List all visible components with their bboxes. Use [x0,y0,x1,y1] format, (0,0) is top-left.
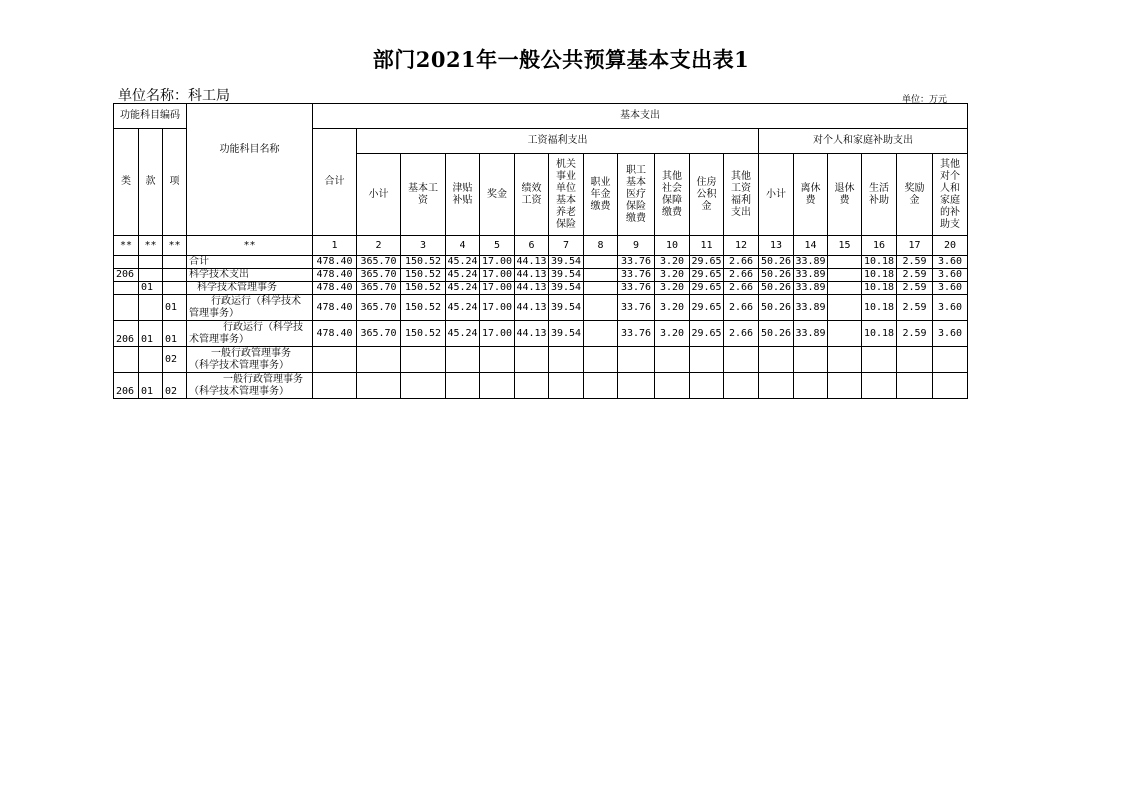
header-line: 小计 [766,188,786,200]
value-cell: 2.66 [724,321,759,347]
header-line: 绩效 [521,182,542,194]
xiang-cell [163,269,187,282]
func-name-header: 功能科目名称 [187,104,313,236]
value-cell: 3.60 [933,282,968,295]
value-cell [618,373,655,399]
wage-col-header [357,154,401,236]
kuan-cell: 01 [139,282,163,295]
func-name-cell [187,347,313,373]
header-line: 养老 [556,206,576,218]
value-cell: 44.13 [516,269,547,280]
kuan-cell [139,295,163,321]
header-line: 住房 [696,176,717,188]
value-cell: 33.89 [794,321,828,347]
header-line: 单位 [556,182,576,194]
value-cell: 10.18 [862,295,897,321]
value-cell: 50.26 [759,256,794,269]
func-name-cell: 合计 [187,256,313,269]
value-cell: 33.76 [618,269,655,282]
header-line: 保险 [626,200,646,212]
value-cell [584,373,618,399]
header-line: 基本 [626,176,646,188]
value-cell [515,347,549,373]
header-line: 缴费 [662,206,682,218]
wage-col-header [515,154,549,236]
value-cell [584,256,618,269]
value-cell [480,347,515,373]
value-cell: 44.13 [516,256,547,267]
family-col-header [862,154,897,236]
value-cell: 150.52 [401,295,446,321]
value-cell: 39.54 [549,295,584,321]
value-cell [897,373,933,399]
value-cell: 365.70 [357,282,401,295]
value-cell [828,256,862,269]
value-cell: 29.65 [690,321,724,347]
value-cell: 50.26 [759,282,794,295]
header-line: 工资 [521,194,542,206]
lei-cell [114,295,139,321]
basic-expense-header: 基本支出 [313,104,968,129]
value-cell: 33.89 [794,295,828,321]
value-cell: 33.76 [618,321,655,347]
wage-col-header [618,154,655,236]
value-cell: 365.70 [357,269,401,282]
func-name-cell: 科学技术管理事务 [187,282,313,295]
value-cell [933,347,968,373]
value-cell [618,347,655,373]
value-cell: 2.59 [897,295,933,321]
value-cell: 17.00 [480,295,515,321]
header-line: 补贴 [452,194,473,206]
header-line: 保险 [556,218,576,230]
func-name-line: 术管理事务） [189,333,249,345]
value-cell: 478.40 [313,321,357,347]
family-col-header [933,154,968,236]
value-cell: 39.54 [549,269,584,282]
header-line: 生活 [869,182,889,194]
value-cell: 10.18 [862,282,897,295]
family-col-header [759,154,794,236]
value-cell [655,373,690,399]
lei-cell [114,347,139,373]
wage-col-header [724,154,759,236]
budget-table [113,103,968,399]
value-cell: 10.18 [862,256,897,269]
kuan-cell [139,347,163,373]
value-cell [357,373,401,399]
value-cell: 3.60 [933,321,968,347]
page-title: 部门2021年一般公共预算基本支出表1 [372,47,750,72]
header-line: 机关 [556,158,576,170]
value-cell: 45.24 [447,269,478,280]
index-cell: 6 [515,236,549,256]
value-cell: 17.00 [480,282,515,295]
family-col-header [828,154,862,236]
header-line: 其他 [731,170,751,182]
header-line: 退休 [834,182,855,194]
value-cell [480,373,515,399]
value-cell: 29.65 [690,295,724,321]
value-cell: 2.59 [897,321,933,347]
func-name-cell [187,295,313,321]
value-cell [401,347,446,373]
value-cell [655,347,690,373]
func-name-line: （科学技术管理事务） [189,359,289,371]
value-cell [690,373,724,399]
kuan-cell [139,269,163,282]
value-cell: 2.66 [724,295,759,321]
lei-header: 类 [114,129,139,236]
header-line: 福利 [731,194,751,206]
header-line: 缴费 [590,200,611,212]
index-cell: 15 [828,236,862,256]
index-cell: 13 [759,236,794,256]
marker-cell: ** [163,236,187,256]
value-cell [933,373,968,399]
table-row [114,269,968,282]
value-cell: 365.70 [357,321,401,347]
index-cell: 14 [794,236,828,256]
index-cell: 20 [933,236,968,256]
value-cell: 365.70 [357,295,401,321]
xiang-cell: 02 [163,347,187,373]
value-cell [828,373,862,399]
value-cell: 45.24 [446,321,480,347]
value-cell: 150.52 [401,256,446,269]
index-cell: 4 [446,236,480,256]
value-cell [515,373,549,399]
value-cell [401,373,446,399]
index-cell: 7 [549,236,584,256]
kuan-cell: 01 [139,321,163,347]
index-cell: 11 [690,236,724,256]
value-cell [897,347,933,373]
xiang-header: 项 [163,129,187,236]
kuan-header: 款 [139,129,163,236]
value-cell [584,269,618,282]
index-cell: 10 [655,236,690,256]
xiang-cell: 01 [163,321,187,347]
value-cell [584,295,618,321]
value-cell: 478.40 [313,269,357,282]
value-cell [828,269,862,282]
value-cell: 39.54 [549,321,584,347]
value-cell: 2.66 [724,282,759,295]
value-cell: 33.89 [795,269,826,280]
header-line: 其他 [662,170,682,182]
value-cell: 17.00 [480,321,515,347]
header-line: 支出 [731,206,751,218]
value-cell: 17.00 [480,256,515,269]
header-line: 公积 [696,188,717,200]
unit-name: 单位名称：科工局 [118,88,230,104]
index-cell: 16 [862,236,897,256]
header-line: 医疗 [626,188,646,200]
xiang-cell [163,282,187,295]
family-group-header: 对个人和家庭补助支出 [759,129,968,154]
value-cell: 10.18 [862,321,897,347]
value-cell: 39.54 [549,256,584,269]
value-cell: 33.89 [795,256,826,267]
value-cell [862,347,897,373]
value-cell: 3.60 [933,256,968,269]
header-line: 事业 [556,170,576,182]
index-cell: 3 [401,236,446,256]
value-cell: 45.24 [446,295,480,321]
value-cell: 2.66 [724,256,759,269]
value-cell: 478.40 [313,295,357,321]
xiang-cell: 02 [163,373,187,399]
kuan-cell: 01 [139,373,163,399]
value-cell: 29.65 [691,269,722,280]
value-cell [828,347,862,373]
value-cell: 33.76 [618,282,655,295]
value-cell: 10.18 [862,269,897,282]
lei-cell [114,282,139,295]
func-name-cell [187,321,313,347]
value-cell: 33.89 [795,282,826,293]
func-name-line: 行政运行（科学技术 [211,295,301,307]
value-cell: 3.60 [933,269,968,282]
func-name-cell [187,373,313,399]
value-cell [828,282,862,295]
index-cell: 9 [618,236,655,256]
index-cell: 1 [313,236,357,256]
value-cell [584,282,618,295]
value-cell: 3.20 [655,269,690,282]
value-cell: 39.54 [549,282,584,295]
value-cell [584,347,618,373]
value-cell: 2.59 [897,282,933,295]
value-cell: 33.76 [618,256,655,269]
value-cell: 29.65 [691,256,722,267]
index-cell: 5 [480,236,515,256]
lei-cell: 206 [114,269,139,282]
header-line: 费 [839,194,850,206]
value-cell [549,347,584,373]
value-cell [690,347,724,373]
value-cell: 17.00 [480,269,515,282]
lei-cell: 206 [114,321,139,347]
wage-col-header [480,154,515,236]
value-cell [759,373,794,399]
header-line: 家庭 [940,194,960,206]
value-cell [794,347,828,373]
header-line: 基本 [556,194,576,206]
total-header: 合计 [313,129,357,236]
value-cell: 2.59 [897,256,933,269]
header-line: 职业 [590,176,611,188]
value-cell: 3.20 [655,256,690,269]
value-cell: 365.70 [357,256,401,269]
header-line: 基本工 [408,182,438,194]
value-cell: 44.13 [516,282,547,293]
marker-cell: ** [139,236,163,256]
kuan-cell [139,256,163,269]
value-cell: 150.52 [401,269,446,282]
header-line: 资 [418,194,428,206]
table-row [114,282,968,295]
table-row [114,321,968,347]
header-line: 年金 [590,188,611,200]
value-cell [584,321,618,347]
value-cell: 3.20 [655,321,690,347]
value-cell [313,347,357,373]
unit-label: 单位：万元 [902,95,948,105]
func-name-line: （科学技术管理事务） [189,385,289,397]
header-line: 职工 [626,164,646,176]
wage-col-header [401,154,446,236]
xiang-cell: 01 [163,295,187,321]
value-cell: 150.52 [401,282,446,295]
func-name-line: 一般行政管理事务 [223,373,303,385]
value-cell: 33.76 [618,295,655,321]
header-line: 对个 [940,170,960,182]
value-cell: 2.59 [897,269,933,282]
value-cell [828,295,862,321]
value-cell [549,373,584,399]
func-name-cell: 科学技术支出 [187,269,313,282]
index-cell: 8 [584,236,618,256]
header-line: 金 [701,200,712,212]
value-cell [724,373,759,399]
wage-col-header [584,154,618,236]
value-cell: 44.13 [515,321,549,347]
func-name-line: 行政运行（科学技 [223,321,303,333]
index-cell: 17 [897,236,933,256]
value-cell [862,373,897,399]
marker-cell: ** [114,236,139,256]
header-line: 金 [909,194,920,206]
table-row [114,295,968,321]
func-name-line: 管理事务） [189,307,239,319]
header-line: 奖金 [487,188,507,200]
header-line: 工资 [731,182,751,194]
wage-col-header [446,154,480,236]
value-cell: 3.60 [933,295,968,321]
table-row [114,347,968,373]
header-line: 缴费 [626,212,646,224]
family-col-header [794,154,828,236]
lei-cell: 206 [114,373,139,399]
header-line: 人和 [940,182,960,194]
header-line: 保障 [662,194,682,206]
value-cell: 44.13 [515,295,549,321]
value-cell: 150.52 [401,321,446,347]
wage-col-header [655,154,690,236]
value-cell: 50.26 [759,269,794,282]
value-cell [794,373,828,399]
wage-group-header: 工资福利支出 [357,129,759,154]
lei-cell [114,256,139,269]
value-cell [446,347,480,373]
value-cell: 45.24 [447,256,478,267]
xiang-cell [163,256,187,269]
wage-col-header [549,154,584,236]
value-cell [724,347,759,373]
header-line: 小计 [368,188,389,200]
family-col-header [897,154,933,236]
header-line: 奖励 [904,182,925,194]
func-name-line: 一般行政管理事务 [211,347,291,359]
header-line: 的补 [940,206,960,218]
value-cell [828,321,862,347]
index-cell: 12 [724,236,759,256]
value-cell: 45.24 [447,282,478,293]
header-line: 社会 [662,182,682,194]
value-cell [759,347,794,373]
wage-col-header [690,154,724,236]
header-line: 助支 [940,218,960,230]
value-cell [357,347,401,373]
header-line: 津贴 [452,182,473,194]
value-cell: 50.26 [759,321,794,347]
table-row [114,373,968,399]
value-cell: 3.20 [655,282,690,295]
header-line: 其他 [940,158,960,170]
header-line: 离休 [800,182,821,194]
func-code-header: 功能科目编码 [114,104,187,129]
header-line: 补助 [869,194,889,206]
marker-cell: ** [187,236,313,256]
header-line: 费 [805,194,816,206]
value-cell [313,373,357,399]
value-cell: 478.40 [313,282,357,295]
value-cell: 478.40 [313,256,357,269]
value-cell: 3.20 [655,295,690,321]
value-cell: 29.65 [691,282,722,293]
table-row [114,256,968,269]
value-cell: 2.66 [724,269,759,282]
value-cell [446,373,480,399]
index-cell: 2 [357,236,401,256]
value-cell: 50.26 [759,295,794,321]
